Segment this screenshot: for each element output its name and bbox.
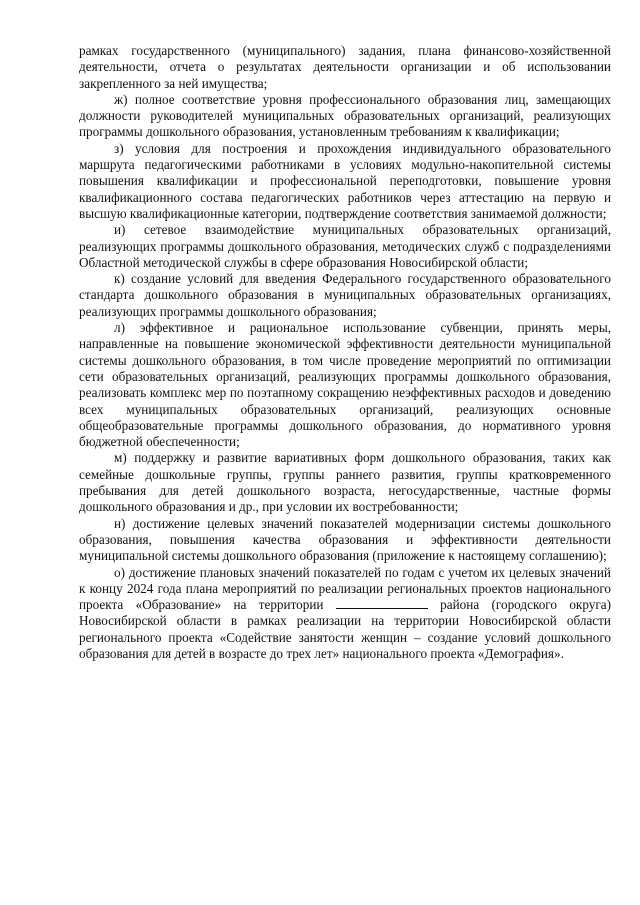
paragraph-n: н) достижение целевых значений показателей модернизации системы дошкольного образования, повышения качества образования и эффективности деятельности муниципальной системы дошкольного образования (приложение к настоящему соглашению); bbox=[79, 515, 611, 564]
paragraph-m: м) поддержку и развитие вариативных форм дошкольного образования, таких как семейные дошкольные группы, группы раннего развития, группы кратковременного пребывания для детей дошкольного возраста, негосударственные, частные формы дошкольного образования и др., при условии их востребованности; bbox=[79, 450, 611, 515]
paragraph-o bbox=[79, 565, 611, 663]
paragraph-continuation: рамках государственного (муниципального) задания, плана финансово-хозяйственной деятельности, отчета о результатах деятельности организации и об использовании закрепленного за ней имущества; bbox=[79, 43, 611, 91]
blank-fill-line bbox=[336, 608, 428, 609]
paragraph-z: з) условия для построения и прохождения индивидуального образовательного маршрута педагогическими работниками в условиях модульно-накопительной системы повышения квалификации и профессиональной переподготовки, повышение уровня квалификационного состава педагогических работников через аттестацию на первую и высшую квалификационные категории, подтверждение соответствия занимаемой должности; bbox=[79, 140, 611, 221]
paragraph-o-end: района (городского округа) Новосибирской области в рамках реализации на территории Новосибирской области регионального проекта «Содействие занятости женщин – создание условий дошкольного образования для детей в возрасте до трех лет» национального проекта «Демография». bbox=[79, 597, 611, 661]
paragraph-l: л) эффективное и рациональное использование субвенции, принять меры, направленные на повышение экономической эффективности деятельности муниципальной системы дошкольного образования, в том числе проведение мероприятий по оптимизации сети образовательных организаций, реализующих программы дошкольного образования, реализовать комплекс мер по поэтапному сокращению неэффективных расходов и доведению всех муниципальных образовательных организаций, реализующих основные общеобразовательные программы дошкольного образования, до нормативного уровня бюджетной обеспеченности; bbox=[79, 320, 611, 450]
paragraph-i: и) сетевое взаимодействие муниципальных образовательных организаций, реализующих программы дошкольного образования, методических служб с подразделениями Областной методической службы в сфере образования Новосибирской области; bbox=[79, 222, 611, 270]
paragraph-k: к) создание условий для введения Федерального государственного образовательного стандарта дошкольного образования в муниципальных образовательных организациях, реализующих программы дошкольного образования; bbox=[79, 271, 611, 319]
paragraph-o-start: о) достижение плановых значений показателей по годам с учетом их целевых значений к концу 2024 года плана мероприятий по реализации региональных проектов национального проекта «Образование» на территории bbox=[79, 564, 611, 613]
document-body bbox=[79, 43, 611, 662]
paragraph-zh: ж) полное соответствие уровня профессионального образования лиц, замещающих должности руководителей муниципальных образовательных организаций, реализующих программы дошкольного образования, установленным требованиям к квалификации; bbox=[79, 91, 611, 140]
